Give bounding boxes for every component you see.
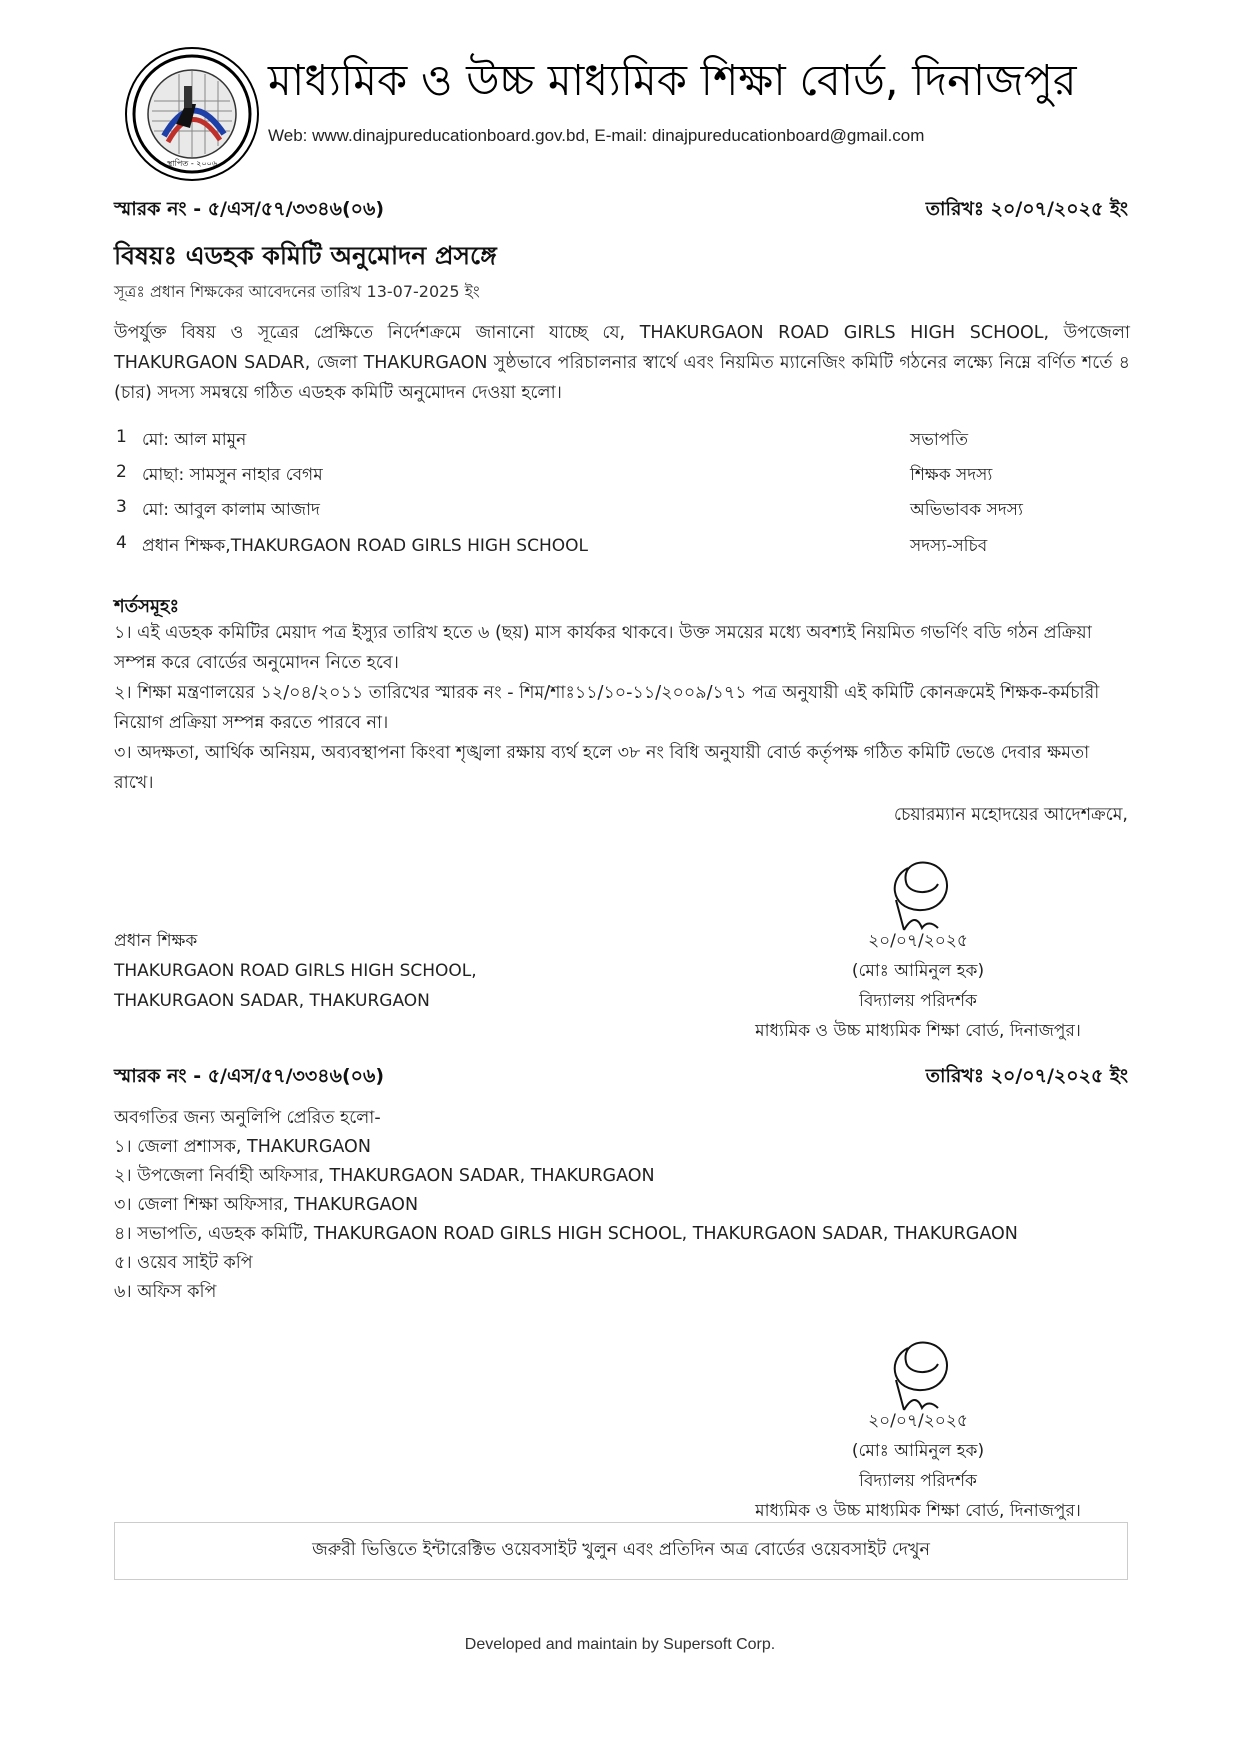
copies-intro: অবগতির জন্য অনুলিপি প্রেরিত হলো- (114, 1108, 381, 1128)
member-name: মো: আল মামুন (142, 430, 247, 450)
website-notice-box (114, 1522, 1128, 1580)
conditions-title: শর্তসমূহঃ (114, 596, 180, 617)
member-role: সদস্য-সচিব (910, 536, 988, 556)
memo-date-2: তারিখঃ ২০/০৭/২০২৫ ইং (925, 1065, 1128, 1087)
member-name: মো: আবুল কালাম আজাদ (142, 500, 320, 520)
signature-1 (878, 838, 968, 934)
memo-ref: স্মারক নং - ৫/এস/৫৭/৩৩৪৬(০৬) (114, 198, 385, 220)
copy-item: ১। জেলা প্রশাসক, THAKURGAON (114, 1137, 371, 1157)
signature-block-1 (708, 926, 1128, 1046)
signature-block-2 (708, 1406, 1128, 1526)
logo-year: স্থাপিত - ২০০৬ (166, 159, 218, 168)
member-name: মোছা: সামসুন নাহার বেগম (142, 465, 323, 485)
memo-ref-2: স্মারক নং - ৫/এস/৫৭/৩৩৪৬(০৬) (114, 1065, 385, 1087)
signature-2 (878, 1318, 968, 1414)
condition-item: ১। এই এডহক কমিটির মেয়াদ পত্র ইস্যুর তারিখ হতে ৬ (ছয়) মাস কার্যকর থাকবে। উক্ত সময়ের মধ্যে অবশ্যই নিয়মিত গভর্ণিং বডি গঠন প্রক্রিয়া সম্পন্ন করে বোর্ডের অনুমোদন নিতে হবে। (114, 623, 1092, 673)
reference-line: সূত্রঃ প্রধান শিক্ষকের আবেদনের তারিখ 13-07-2025 ইং (114, 282, 480, 301)
member-number: 1 (116, 427, 127, 447)
copy-item: ৬। অফিস কপি (114, 1282, 217, 1302)
signature-date: ২০/০৭/২০২৫ (868, 931, 968, 951)
signatory-designation: বিদ্যালয় পরিদর্শক (859, 1471, 977, 1491)
subject-line: বিষয়ঃ এডহক কমিটি অনুমোদন প্রসঙ্গে (114, 241, 497, 270)
member-number: 3 (116, 497, 127, 517)
signatory-designation: বিদ্যালয় পরিদর্শক (859, 991, 977, 1011)
board-title: মাধ্যমিক ও উচ্চ মাধ্যমিক শিক্ষা বোর্ড, দিনাজপুর (268, 56, 1077, 106)
member-number: 2 (116, 462, 127, 482)
recipient-title: প্রধান শিক্ষক (114, 931, 198, 951)
memo-date: তারিখঃ ২০/০৭/২০২৫ ইং (925, 198, 1128, 220)
condition-item: ২। শিক্ষা মন্ত্রণালয়ের ১২/০৪/২০১১ তারিখের স্মারক নং - শিম/শাঃ১১/১০-১১/২০০৯/১৭১ পত্র অনুযায়ী এই কমিটি কোনক্রমেই শিক্ষক-কর্মচারী নিয়োগ প্রক্রিয়া সম্পন্ন করতে পারবে না। (114, 683, 1100, 733)
condition-item: ৩। অদক্ষতা, আর্থিক অনিয়ম, অব্যবস্থাপনা কিংবা শৃঙ্খলা রক্ষায় ব্যর্থ হলে ৩৮ নং বিধি অনুযায়ী বোর্ড কর্তৃপক্ষ গঠিত কমিটি ভেঙে দেবার ক্ষমতা রাখে। (114, 743, 1090, 793)
copy-item: ৫। ওয়েব সাইট কপি (114, 1253, 253, 1273)
signatory-office: মাধ্যমিক ও উচ্চ মাধ্যমিক শিক্ষা বোর্ড, দিনাজপুর। (755, 1501, 1081, 1521)
body-paragraph: উপর্যুক্ত বিষয় ও সূত্রের প্রেক্ষিতে নির্দেশক্রমে জানানো যাচ্ছে যে, THAKURGAON ROAD GIRLS HIGH SCHOOL, উপজেলা THAKURGAON SADAR, জেলা THAKURGAON সুষ্ঠভাবে পরিচালনার স্বার্থে এবং নিয়মিত ম্যানেজিং কমিটি গঠনের লক্ষ্যে নিম্নে বর্ণিত শর্তে ৪ (চার) সদস্য সমন্বয়ে গঠিত এডহক কমিটি অনুমোদন দেওয়া হলো। (114, 323, 1130, 403)
order-line: চেয়ারম্যান মহোদয়ের আদেশক্রমে, (893, 805, 1128, 825)
website-notice-text: জরুরী ভিত্তিতে ইন্টারেক্টিভ ওয়েবসাইট খুলুন এবং প্রতিদিন অত্র বোর্ডের ওয়েবসাইট দেখুন (312, 1539, 930, 1560)
signatory-office: মাধ্যমিক ও উচ্চ মাধ্যমিক শিক্ষা বোর্ড, দিনাজপুর। (755, 1021, 1081, 1041)
signatory-name: (মোঃ আমিনুল হক) (851, 1441, 985, 1461)
footer-credit: Developed and maintain by Supersoft Corp. (464, 1636, 776, 1653)
board-logo (124, 46, 260, 182)
recipient-location: THAKURGAON SADAR, THAKURGAON (114, 991, 430, 1011)
member-role: সভাপতি (910, 430, 968, 450)
copy-item: ৩। জেলা শিক্ষা অফিসার, THAKURGAON (114, 1195, 419, 1215)
member-role: শিক্ষক সদস্য (910, 465, 993, 485)
signatory-name: (মোঃ আমিনুল হক) (851, 961, 985, 981)
board-web-contact: Web: www.dinajpureducationboard.gov.bd, E-mail: dinajpureducationboard@gmail.com (268, 126, 925, 145)
recipient-school: THAKURGAON ROAD GIRLS HIGH SCHOOL, (114, 961, 477, 981)
copy-item: ২। উপজেলা নির্বাহী অফিসার, THAKURGAON SADAR, THAKURGAON (114, 1166, 655, 1186)
member-number: 4 (116, 533, 127, 553)
signature-date: ২০/০৭/২০২৫ (868, 1411, 968, 1431)
member-name: প্রধান শিক্ষক,THAKURGAON ROAD GIRLS HIGH SCHOOL (142, 536, 588, 556)
copy-item: ৪। সভাপতি, এডহক কমিটি, THAKURGAON ROAD GIRLS HIGH SCHOOL, THAKURGAON SADAR, THAKURGAON (114, 1224, 1018, 1244)
member-role: অভিভাবক সদস্য (910, 500, 1023, 520)
